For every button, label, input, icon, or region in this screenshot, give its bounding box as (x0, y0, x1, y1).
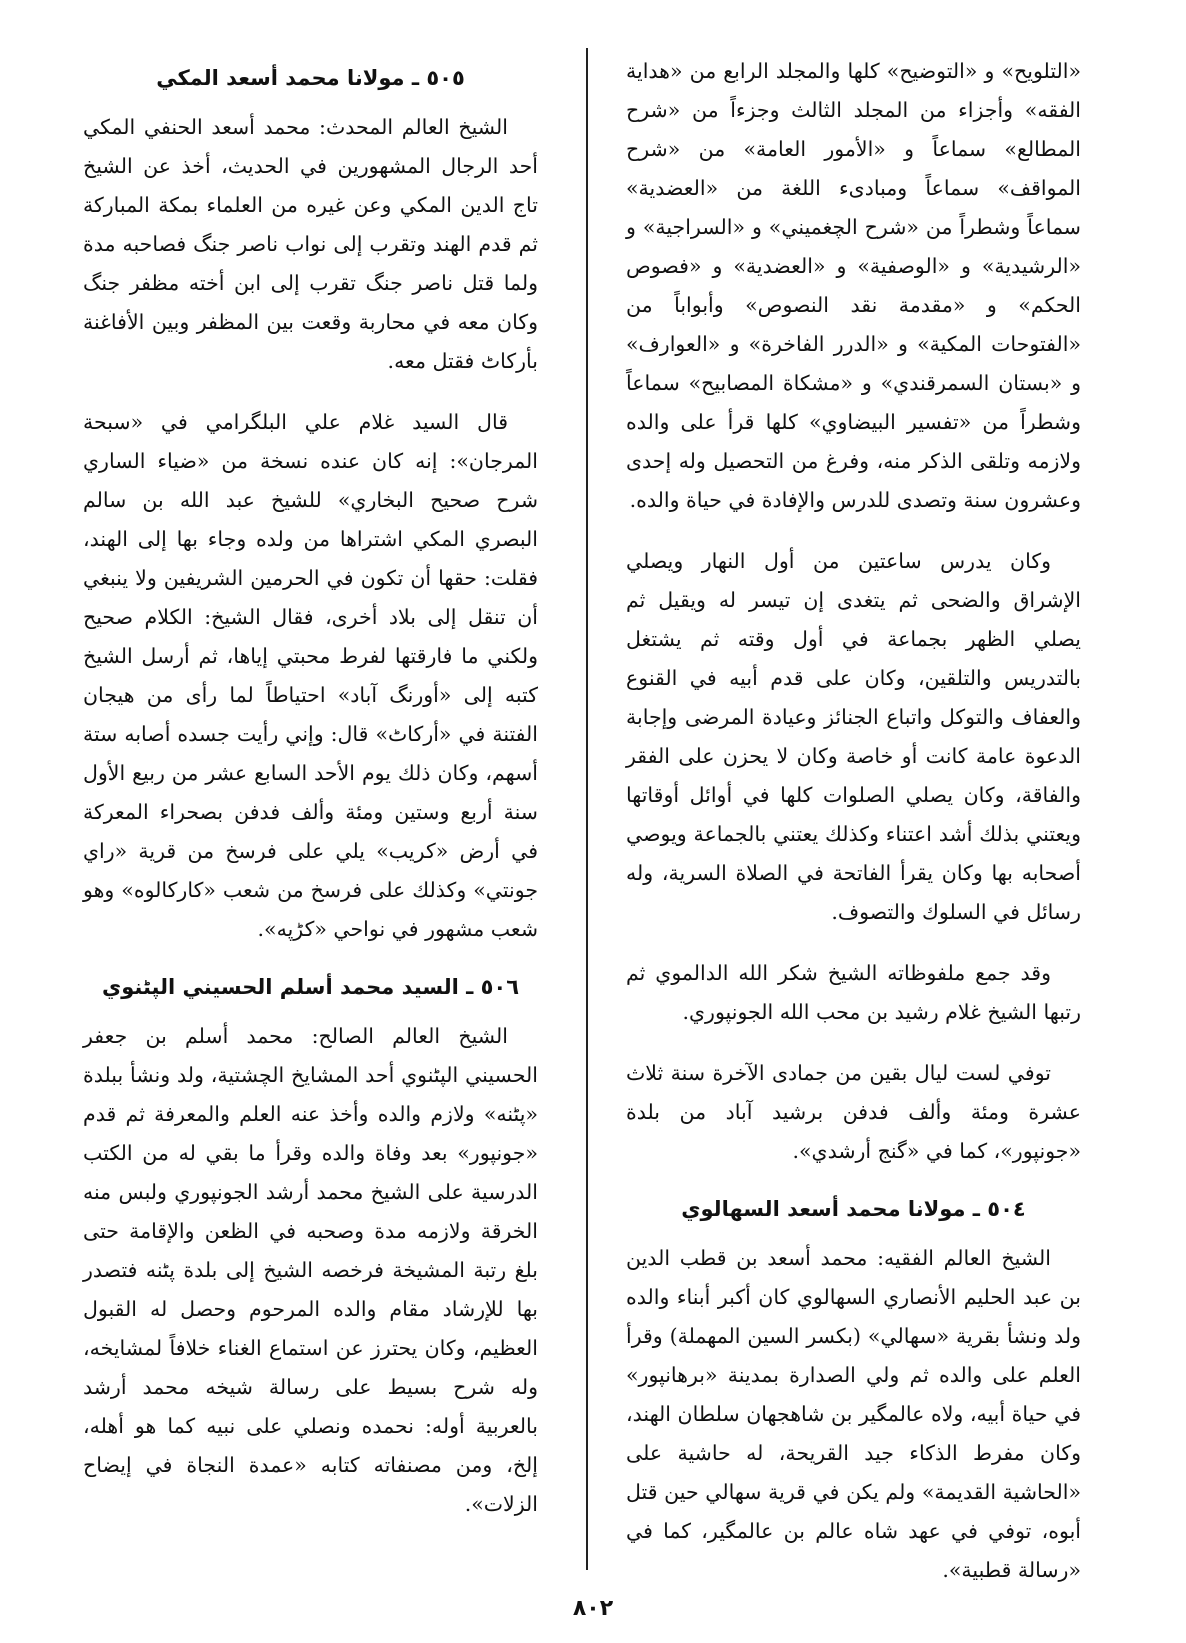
paragraph: الشيخ العالم المحدث: محمد أسعد الحنفي المكي أحد الرجال المشهورين في الحديث، أخذ عن الشيخ تاج الدين المكي وعن غيره من العلماء بمكة المباركة ثم قدم الهند وتقرب إلى نواب ناصر جنگ فصاحبه مدة ولما قتل ناصر جنگ تقرب إلى ابن أخته مظفر جنگ وكان معه في محاربة وقعت بين المظفر وبين الأفاغنة بأركاٹ فقتل معه. (83, 115, 538, 373)
entry-heading-504: ٥٠٤ ـ مولانا محمد أسعد السهالوي (681, 1197, 1026, 1221)
entry-heading-506: ٥٠٦ ـ السيد محمد أسلم الحسيني الپٹنوي (101, 975, 520, 999)
left-column (83, 52, 538, 1546)
paragraph: وقد جمع ملفوظاته الشيخ شكر الله الدالموي ثم رتبها الشيخ غلام رشيد بن محب الله الجونپوري. (626, 961, 1081, 1024)
paragraph: قال السيد غلام علي البلگرامي في «سبحة المرجان»: إنه كان عنده نسخة من «ضياء الساري شرح صحيح البخاري» للشيخ عبد الله بن سالم البصري المكي اشتراها من ولده وجاء بها إلى الهند، فقلت: حقها أن تكون في الحرمين الشريفين ولا ينبغي أن تنقل إلى بلاد أخرى، فقال الشيخ: الكلام صحيح ولكني ما فارقتها لفرط محبتي إياها، ثم أرسل الشيخ كتبه إلى «أورنگ آباد» احتياطاً لما رأى من هيجان الفتنة في «أركاٹ» قال: وإني رأيت جسده أصابه ستة أسهم، وكان ذلك يوم الأحد السابع عشر من ربيع الأول سنة أربع وستين ومئة وألف فدفن بصحراء المعركة في أرض «كريب» يلي على فرسخ من قرية «راي جونتي» وكذلك على فرسخ من شعب «كاركالوه» وهو شعب مشهور في نواحي «كڑپه». (83, 410, 538, 941)
entry-heading-505: ٥٠٥ ـ مولانا محمد أسعد المكي (156, 66, 465, 90)
paragraph: الشيخ العالم الفقيه: محمد أسعد بن قطب الدين بن عبد الحليم الأنصاري السهالوي كان أكبر أبناء والده ولد ونشأ بقرية «سهالي» (بكسر السين المهملة) وقرأ العلم على والده ثم ولي الصدارة بمدينة «برهانپور» في حياة أبيه، ولاه عالمگير بن شاهجهان سلطان الهند، وكان مفرط الذكاء جيد القريحة، له حاشية على «الحاشية القديمة» ولم يكن في قرية سهالي حين قتل أبوه، توفي في عهد شاه عالم بن عالمگير، كما في «رسالة قطبية». (626, 1246, 1081, 1582)
page-number: ٨٠٢ (572, 1596, 614, 1621)
paragraph-continued: «التلويح» و «التوضيح» كلها والمجلد الرابع من «هداية الفقه» وأجزاء من المجلد الثالث وجزءاً من «شرح المطالع» سماعاً و «الأمور العامة» من «شرح المواقف» سماعاً ومبادىء اللغة من «العضدية» سماعاً وشطراً من «شرح الچغميني» و «السراجية» و «الرشيدية» و «الوصفية» و «العضدية» و «فصوص الحكم» و «مقدمة نقد النصوص» وأبواباً من «الفتوحات المكية» و «الدرر الفاخرة» و «العوارف» و «بستان السمرقندي» و «مشكاة المصابيح» سماعاً وشطراً من «تفسير البيضاوي» كلها قرأ على والده ولازمه وتلقى الذكر منه، وفرغ من التحصيل وله إحدى وعشرون سنة وتصدى للدرس والإفادة في حياة والده. (626, 59, 1081, 512)
paragraph: وكان يدرس ساعتين من أول النهار ويصلي الإشراق والضحى ثم يتغدى إن تيسر له ويقيل ثم يصلي الظهر بجماعة في أول وقته ثم يشتغل بالتدريس والتلقين، وكان على قدم أبيه في القنوع والعفاف والتوكل واتباع الجنائز وعيادة المرضى وإجابة الدعوة عامة كانت أو خاصة وكان لا يحزن على الفقر والفاقة، وكان يصلي الصلوات كلها في أوائل أوقاتها ويعتني بذلك أشد اعتناء وكذلك يعتني بالجماعة ويوصي أصحابه بها وكان يقرأ الفاتحة في الصلاة السرية، وله رسائل في السلوك والتصوف. (626, 549, 1081, 924)
column-divider (586, 48, 588, 1570)
right-column (626, 52, 1081, 1612)
paragraph: الشيخ العالم الصالح: محمد أسلم بن جعفر الحسيني الپٹنوي أحد المشايخ الچشتية، ولد ونشأ ببلدة «پٹنه» ولازم والده وأخذ عنه العلم والمعرفة ثم قدم «جونپور» بعد وفاة والده وقرأ ما بقي له من الكتب الدرسية على الشيخ محمد أرشد الجونپوري ولبس منه الخرقة ولازمه مدة وصحبه في الظعن والإقامة حتى بلغ رتبة المشيخة فرخصه الشيخ إلى بلدة پٹنه فتصدر بها للإرشاد مقام والده المرحوم وحصل له القبول العظيم، وكان يحترز عن استماع الغناء خلافاً لمشايخه، وله شرح بسيط على رسالة شيخه محمد أرشد بالعربية أوله: نحمده ونصلي على نبيه كما هو أهله، إلخ، ومن مصنفاته كتابه «عمدة النجاة في إيضاح الزلات». (83, 1024, 538, 1516)
paragraph: توفي لست ليال بقين من جمادى الآخرة سنة ثلاث عشرة ومئة وألف فدفن برشيد آباد من بلدة «جونپور»، كما في «گنج أرشدي». (626, 1061, 1081, 1163)
